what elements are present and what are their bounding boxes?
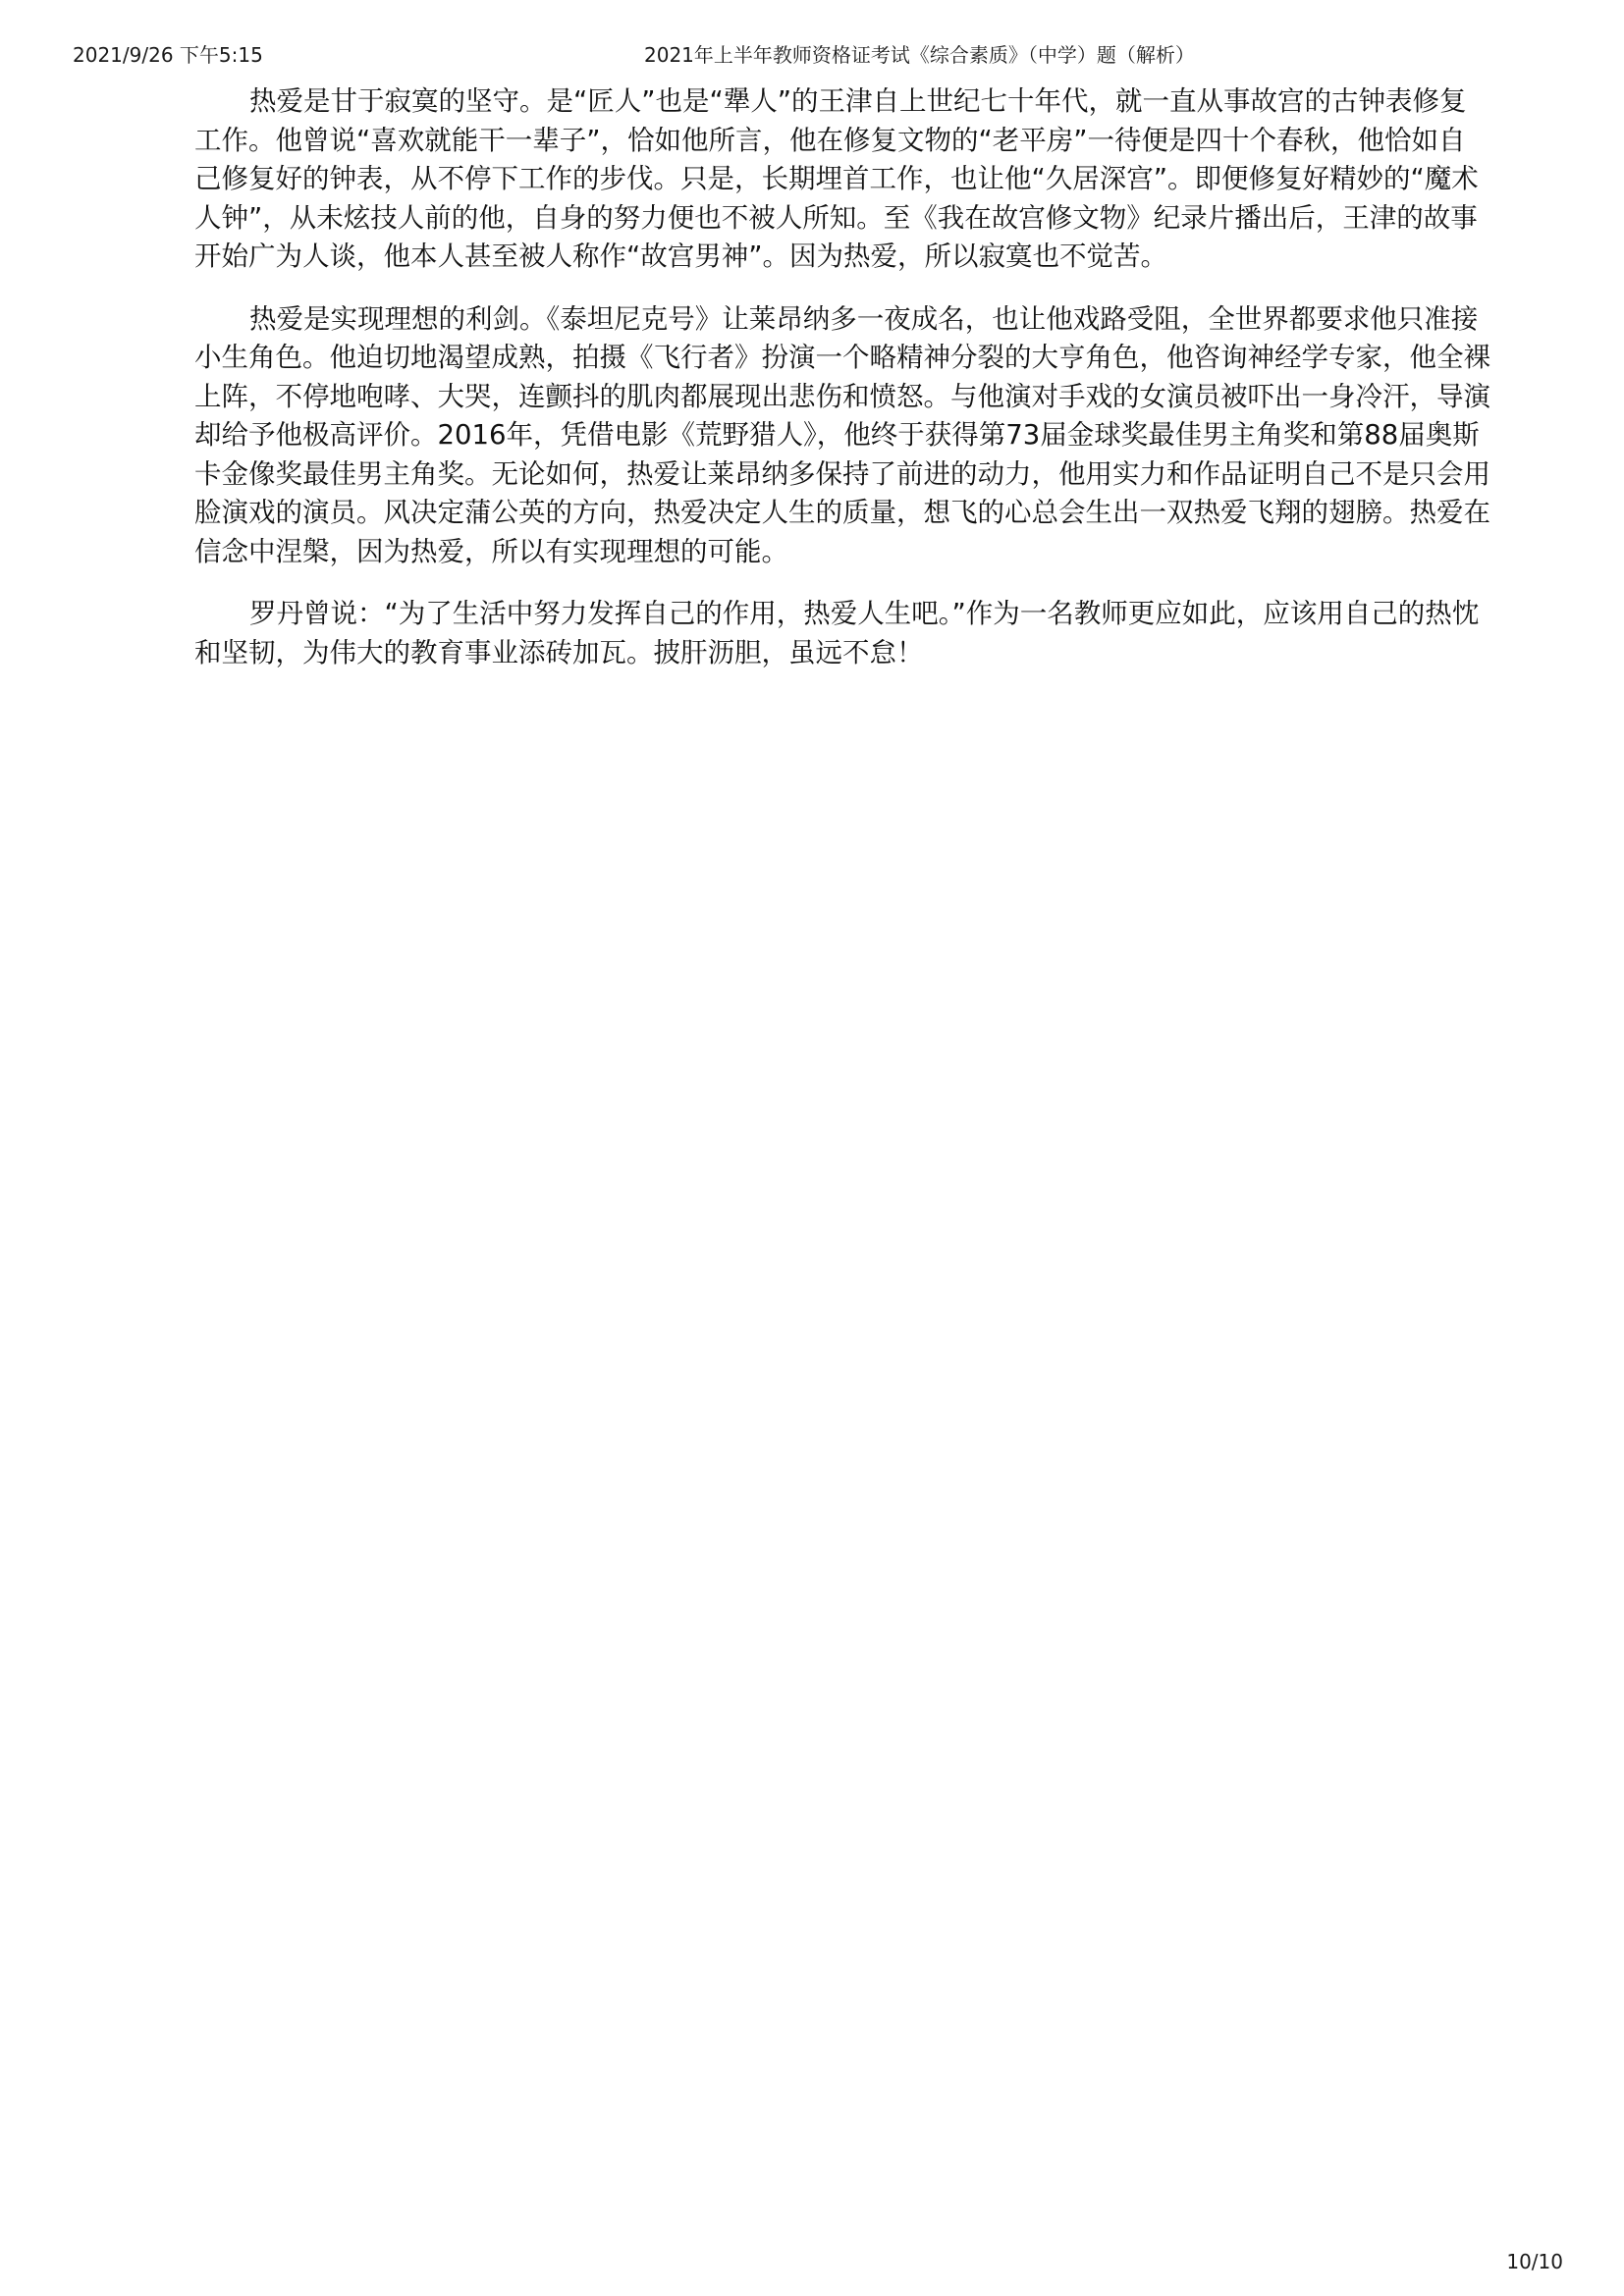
paragraph-2: 热爱是实现理想的利剑。《泰坦尼克号》让莱昂纳多一夜成名，也让他戏路受阻，全世界都要求他只准接小生角色。他迫切地渴望成熟，拍摄《飞行者》扮演一个略精神分裂的大亨角色，他咨询神经学专家，他全裸上阵，不停地咆哮、大哭，连颤抖的肌肉都展现出悲伤和愤怒。与他演对手戏的女演员被吓出一身冷汗，导演却给予他极高评价。2016年，凭借电影《荒野猎人》，他终于获得第73届金球奖最佳男主角奖和第88届奥斯卡金像奖最佳男主角奖。无论如何，热爱让莱昂纳多保持了前进的动力，他用实力和作品证明自己不是只会用脸演戏的演员。风决定蒲公英的方向，热爱决定人生的质量，想飞的心总会生出一双热爱飞翔的翅膀。热爱在信念中涅槃，因为热爱，所以有实现理想的可能。 — [194, 302, 1490, 567]
print-date: 2021/9/26 下午5:15 — [73, 43, 263, 67]
paragraph-3: 罗丹曾说：“为了生活中努力发挥自己的作用，热爱人生吧。”作为一名教师更应如此，应该用自己的热忱和坚韧，为伟大的教育事业添砖加瓦。披肝沥胆，虽远不怠！ — [194, 598, 1480, 668]
document-title: 2021年上半年教师资格证考试《综合素质》（中学）题（解析） — [644, 43, 1195, 67]
paragraph-1: 热爱是甘于寂寞的坚守。是“匠人”也是“犟人”的王津自上世纪七十年代，就一直从事故宫的古钟表修复工作。他曾说“喜欢就能干一辈子”，恰如他所言，他在修复文物的“老平房”一待便是四十个春秋，他恰如自己修复好的钟表，从不停下工作的步伐。只是，长期埋首工作，也让他“久居深宫”。即便修复好精妙的“魔术人钟”，从未炫技人前的他，自身的努力便也不被人所知。至《我在故宫修文物》纪录片播出后，王津的故事开始广为人谈，他本人甚至被人称作“故宫男神”。因为热爱，所以寂寞也不觉苦。 — [194, 85, 1479, 272]
page-number: 10/10 — [1506, 2250, 1563, 2273]
document-body — [194, 82, 1490, 696]
